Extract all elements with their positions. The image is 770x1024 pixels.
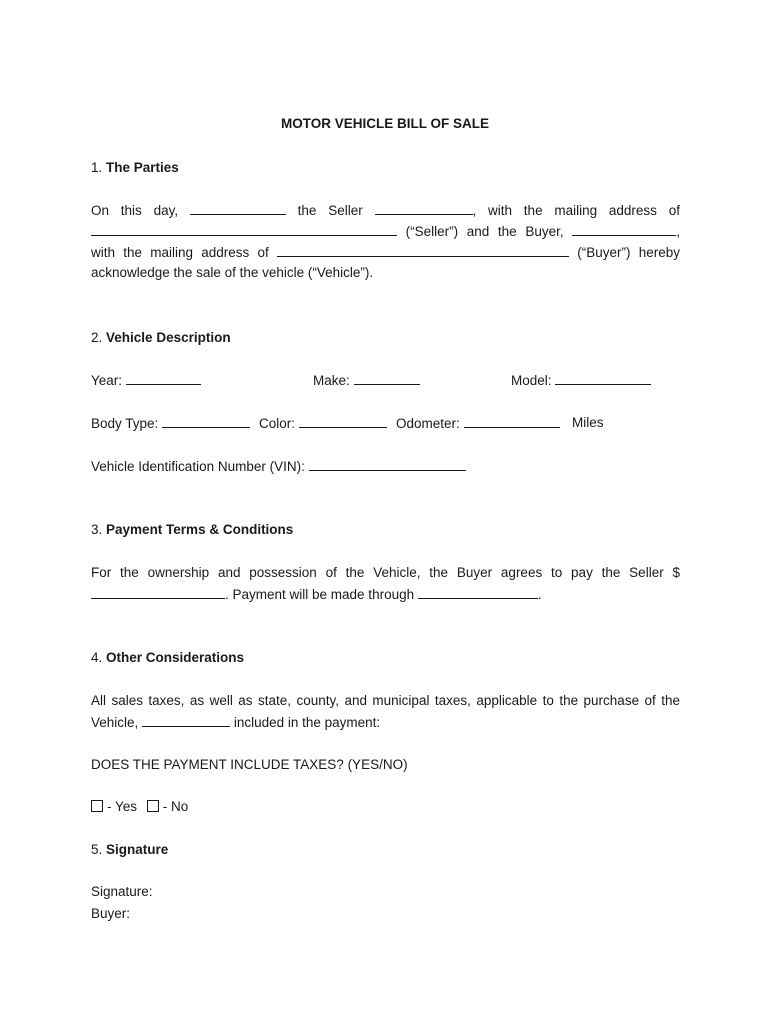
year-blank[interactable] — [126, 372, 201, 385]
yes-label: - Yes — [107, 799, 138, 814]
model-blank[interactable] — [555, 372, 651, 385]
payment-amount-blank[interactable] — [91, 586, 225, 599]
payment-period: . — [537, 587, 542, 602]
parties-mailing-address-of: , with the mailing address of — [472, 203, 680, 218]
taxes-options — [91, 799, 188, 814]
section-5-number: 5. — [91, 842, 103, 857]
section-4-number: 4. — [91, 650, 103, 665]
buyer-address-blank[interactable] — [277, 244, 569, 257]
make-blank[interactable] — [354, 372, 420, 385]
payment-made-through: . Payment will be made through — [225, 587, 415, 602]
parties-line-4: acknowledge the sale of the vehicle (“Vehicle”). — [91, 265, 374, 280]
parties-the-seller: the Seller — [297, 203, 363, 218]
section-5-title: Signature — [106, 842, 169, 857]
color-blank[interactable] — [299, 415, 387, 428]
odometer-field — [396, 415, 560, 431]
color-field — [259, 415, 387, 431]
signature-label: Signature: — [91, 884, 153, 899]
section-2-heading — [91, 330, 231, 345]
seller-name-blank[interactable] — [375, 202, 473, 215]
section-2-number: 2. — [91, 330, 103, 345]
date-blank[interactable] — [190, 202, 286, 215]
odometer-blank[interactable] — [464, 415, 560, 428]
parties-line-2 — [91, 223, 680, 239]
taxes-line-2 — [91, 714, 380, 730]
parties-seller-and-buyer: (“Seller”) and the Buyer, — [405, 224, 564, 239]
taxes-vehicle: Vehicle, — [91, 715, 139, 730]
vin-field — [91, 458, 466, 474]
section-3-title: Payment Terms & Conditions — [106, 522, 294, 537]
taxes-blank[interactable] — [142, 714, 230, 727]
section-3-heading — [91, 522, 293, 537]
buyer-label: Buyer: — [91, 906, 131, 921]
year-field — [91, 372, 201, 388]
seller-address-blank[interactable] — [91, 223, 397, 236]
section-4-heading — [91, 650, 244, 665]
make-label: Make: — [313, 373, 350, 388]
taxes-question: DOES THE PAYMENT INCLUDE TAXES? (YES/NO) — [91, 757, 408, 772]
vin-blank[interactable] — [309, 458, 466, 471]
no-label: - No — [162, 799, 189, 814]
section-5-heading — [91, 842, 168, 857]
body-type-field — [91, 415, 250, 431]
payment-line-2 — [91, 586, 542, 602]
section-1-number: 1. — [91, 160, 103, 175]
section-4-title: Other Considerations — [106, 650, 245, 665]
parties-buyer-mailing-address: with the mailing address of — [91, 245, 269, 260]
parties-on-this-day: On this day, — [91, 203, 179, 218]
section-1-heading — [91, 160, 179, 175]
make-field — [313, 372, 420, 388]
taxes-line-1: All sales taxes, as well as state, county, and municipal taxes, applicable to the purchase of the — [91, 693, 680, 708]
parties-line-1 — [91, 202, 680, 218]
model-label: Model: — [511, 373, 552, 388]
parties-line-3 — [91, 244, 680, 260]
year-label: Year: — [91, 373, 123, 388]
vin-label: Vehicle Identification Number (VIN): — [91, 459, 305, 474]
color-label: Color: — [259, 416, 296, 431]
yes-checkbox[interactable] — [91, 800, 103, 812]
odometer-label: Odometer: — [396, 416, 460, 431]
no-checkbox[interactable] — [147, 800, 159, 812]
taxes-included: included in the payment: — [233, 715, 381, 730]
section-1-title: The Parties — [106, 160, 179, 175]
parties-buyer-hereby: (“Buyer”) hereby — [577, 245, 680, 260]
section-3-number: 3. — [91, 522, 103, 537]
parties-comma: , — [676, 224, 680, 239]
model-field — [511, 372, 651, 388]
buyer-name-blank[interactable] — [572, 223, 676, 236]
payment-line-1: For the ownership and possession of the Vehicle, the Buyer agrees to pay the Seller $ — [91, 565, 680, 580]
miles-label: Miles — [572, 415, 604, 430]
body-type-blank[interactable] — [162, 415, 250, 428]
payment-method-blank[interactable] — [418, 586, 538, 599]
document-title: MOTOR VEHICLE BILL OF SALE — [280, 116, 489, 131]
section-2-title: Vehicle Description — [106, 330, 231, 345]
body-type-label: Body Type: — [91, 416, 159, 431]
